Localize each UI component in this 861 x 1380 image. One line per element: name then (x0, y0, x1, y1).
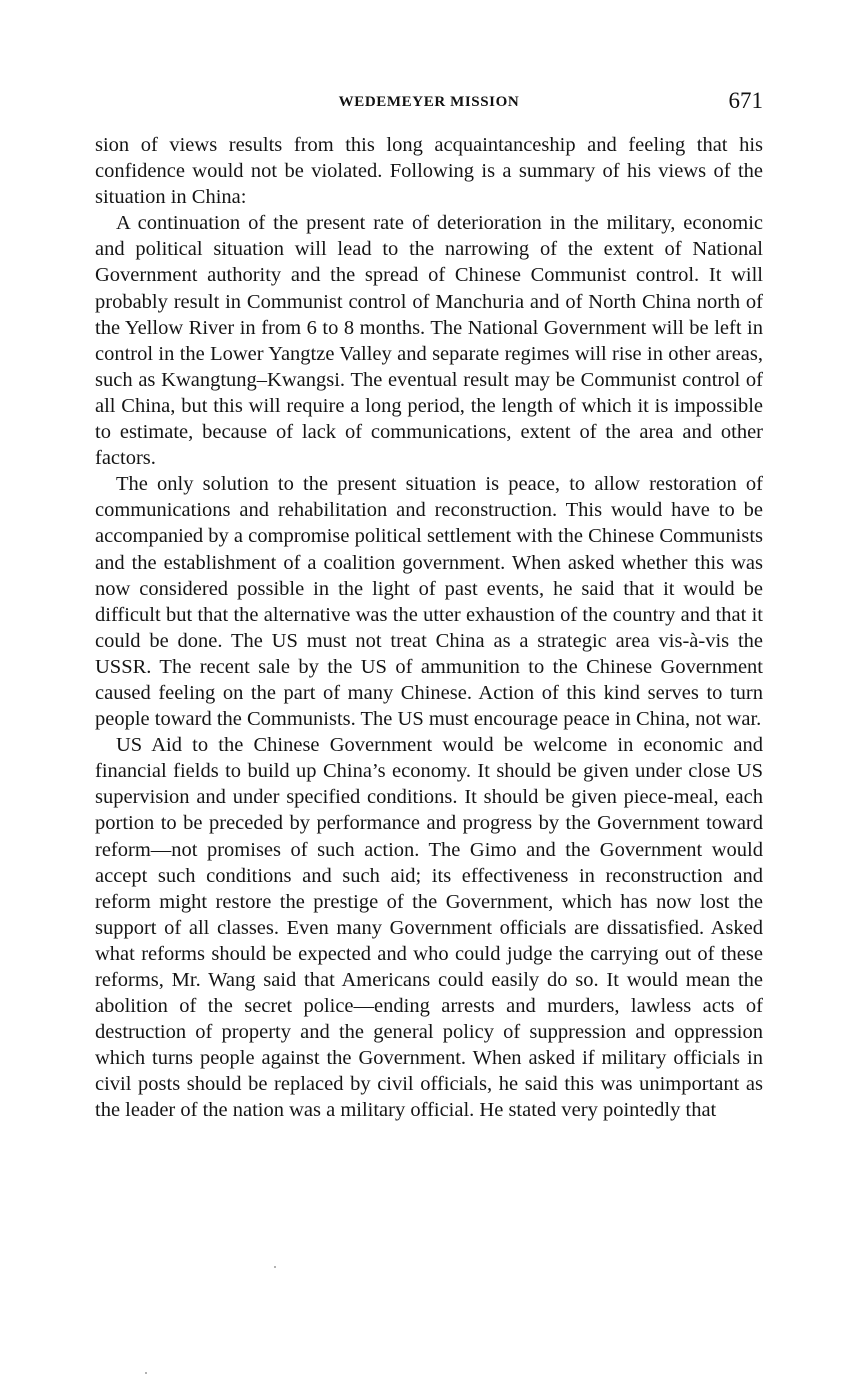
body-text (95, 132, 763, 1124)
print-speck (274, 1266, 276, 1268)
paragraph-solution-peace: The only solution to the present situation is peace, to allow restoration of communications and rehabilitation and reconstruction. This would have to be accompanied by a compromise political settlement with the Chinese Communists and the establishment of a coalition government. When asked whether this was now considered possible in the light of past events, he said that it would be difficult but that the alternative was the utter exhaustion of the country and that it could be done. The US must not treat China as a strategic area vis-à-vis the USSR. The recent sale by the US of ammunition to the Chinese Government caused feeling on the part of many Chinese. Action of this kind serves to turn people toward the Communists. The US must encourage peace in China, not war. (95, 473, 763, 731)
page-number: 671 (728, 88, 763, 113)
paragraph-continuation: sion of views results from this long acquaintanceship and feeling that his confidence would not be violated. Following is a summary of his views of the situation in China: (95, 134, 763, 209)
paragraph-us-aid: US Aid to the Chinese Government would be welcome in economic and financial fields to build up China’s economy. It should be given under close US supervision and under specified conditions. It should be given piece-meal, each portion to be preceded by performance and progress by the Government toward reform—not promises of such action. The Gimo and the Government would accept such conditions and such aid; its effectiveness in reconstruction and reform might restore the prestige of the Government, which has now lost the support of all classes. Even many Government officials are dissatisfied. Asked what reforms should be expected and who could judge the carrying out of these reforms, Mr. Wang said that Americans could easily do so. It would mean the abolition of the secret police—ending arrests and murders, lawless acts of destruction of property and the general policy of suppression and oppression which turns people against the Government. When asked if military officials in civil posts should be replaced by civil officials, he said this was unimportant as the leader of the nation was a military official. He stated very pointedly that (95, 734, 763, 1122)
paragraph-deterioration: A continuation of the present rate of deterioration in the military, economic and political situation will lead to the narrowing of the extent of National Government authority and the spread of Chinese Communist control. It will probably result in Communist control of Manchuria and of North China north of the Yellow River in from 6 to 8 months. The National Government will be left in control in the Lower Yangtze Valley and separate regimes will rise in other areas, such as Kwangtung–Kwangsi. The eventual result may be Communist control of all China, but this will require a long period, the length of which it is impossible to estimate, because of lack of communications, extent of the area and other factors. (95, 212, 763, 470)
print-speck (145, 1372, 147, 1374)
running-title: WEDEMEYER MISSION (338, 94, 520, 110)
running-head (95, 90, 763, 118)
